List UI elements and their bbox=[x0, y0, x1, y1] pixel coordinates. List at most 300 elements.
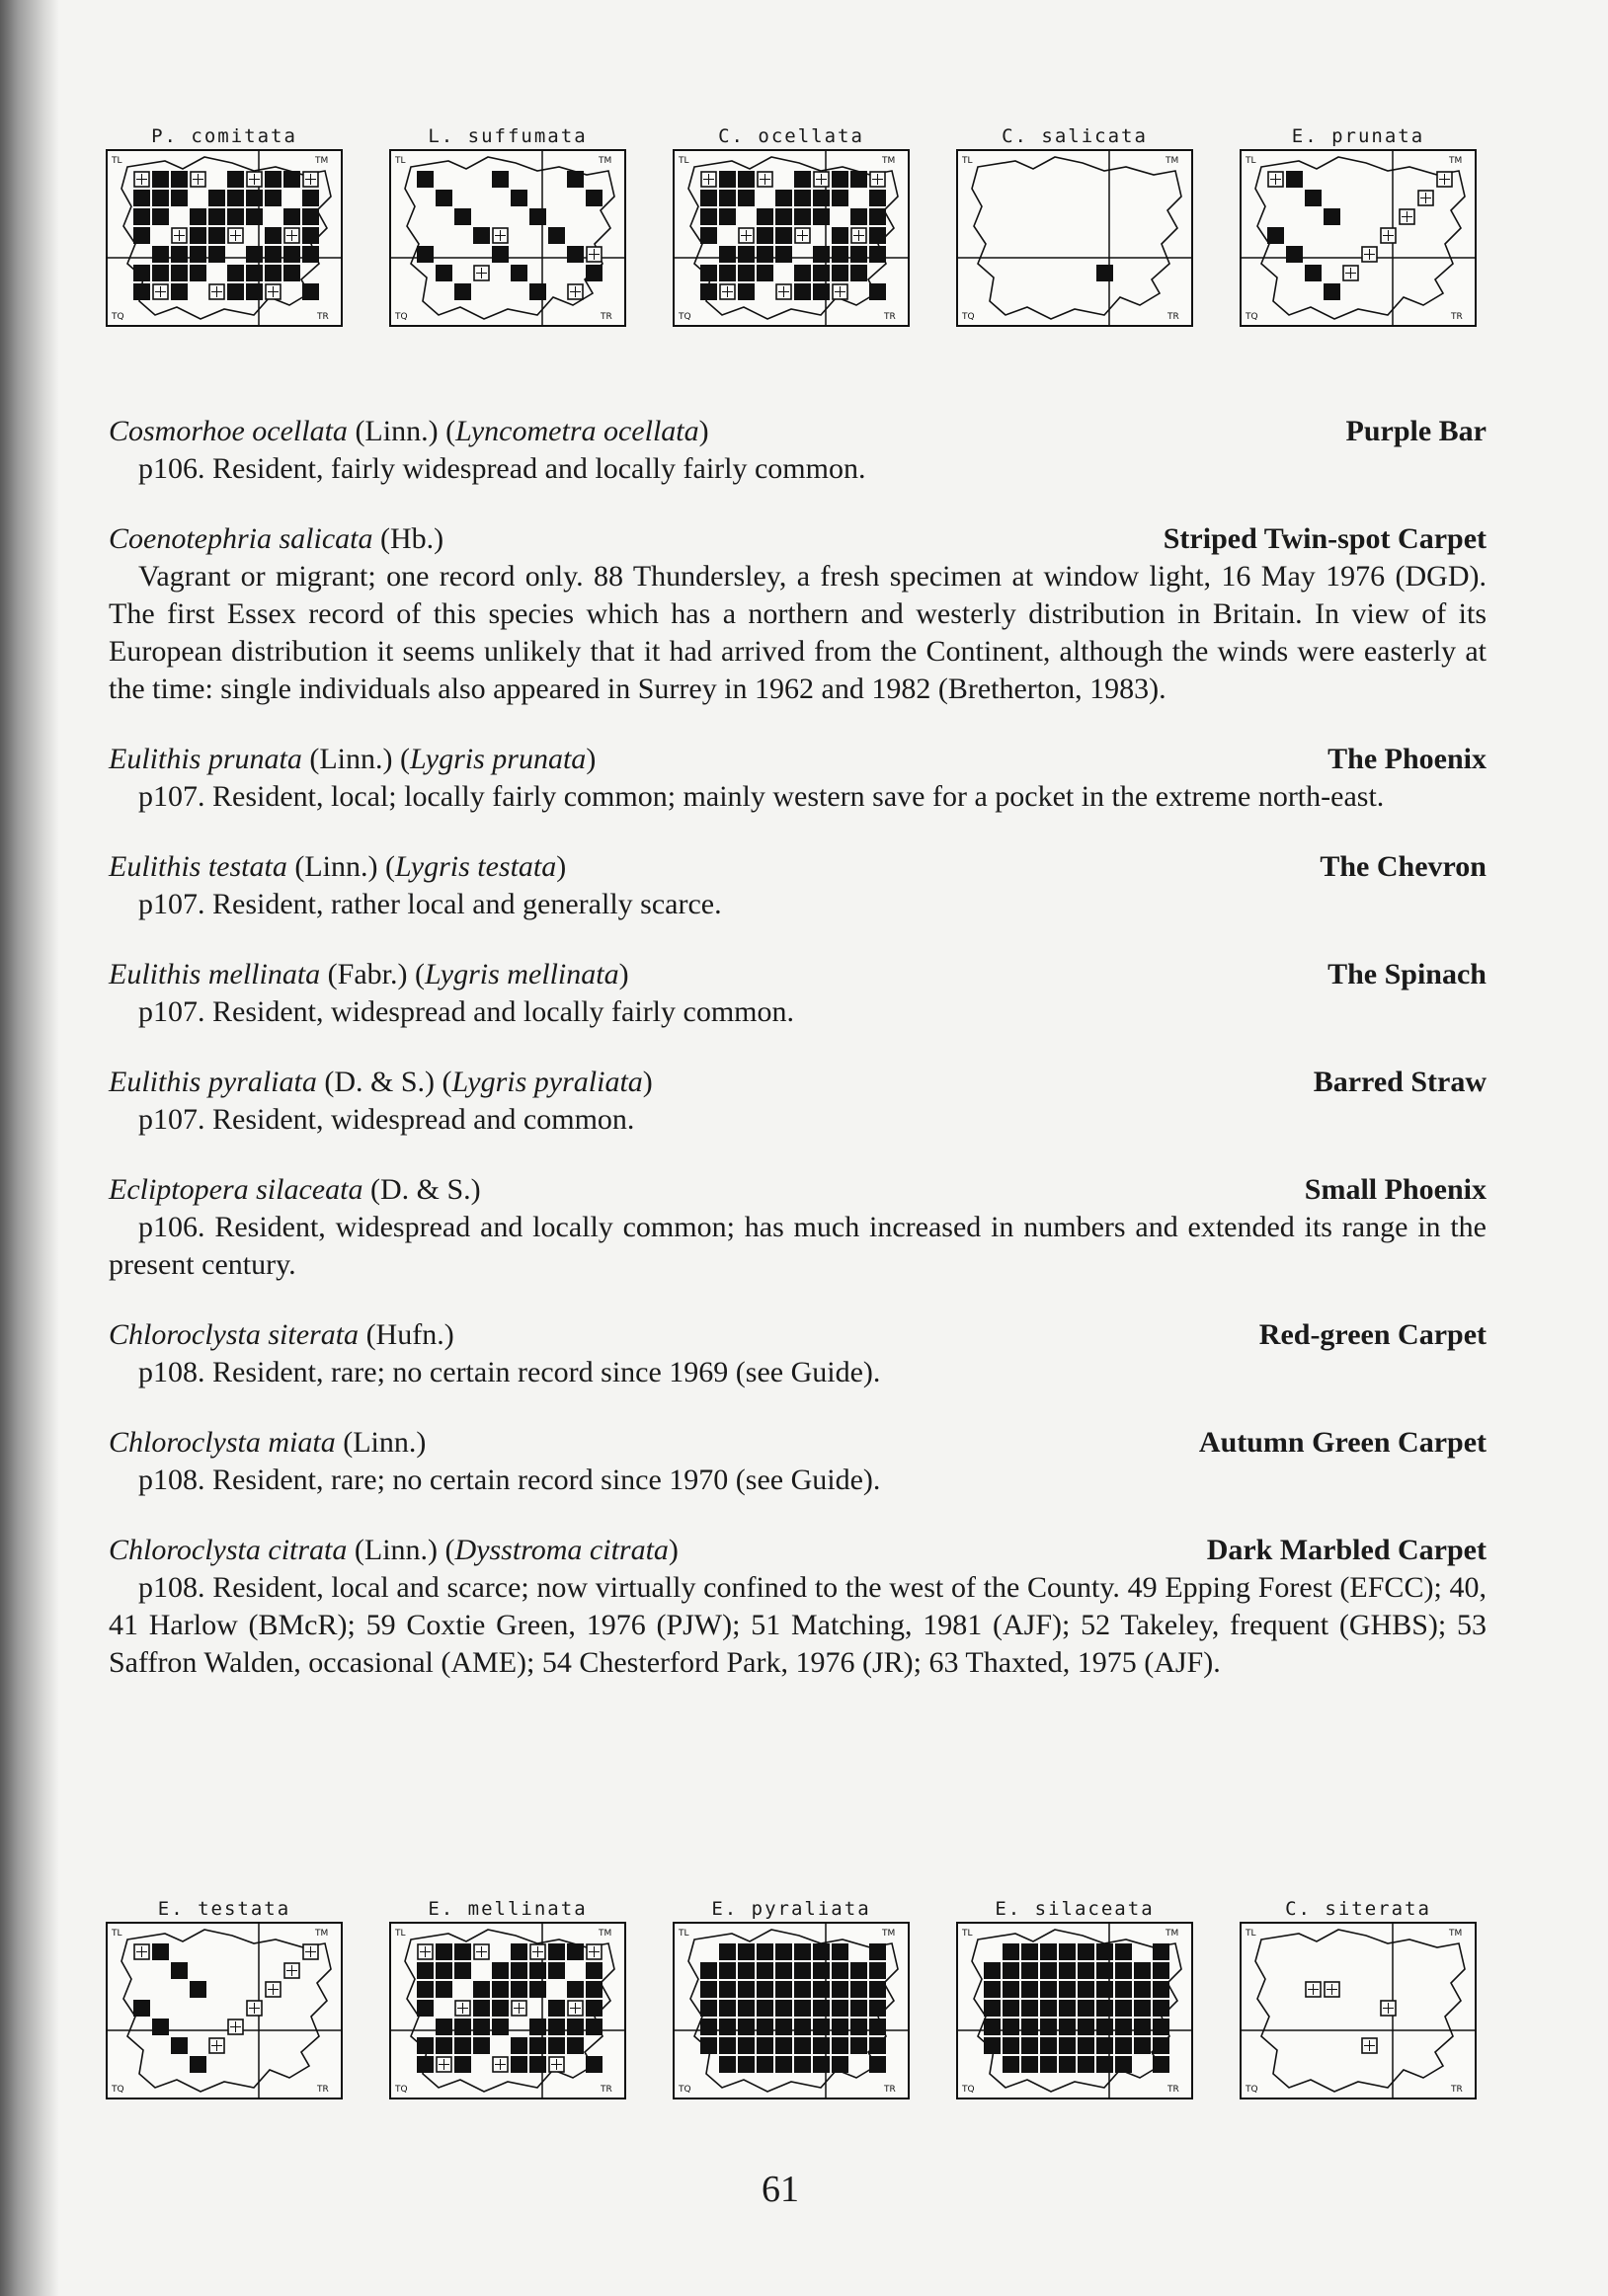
record-square bbox=[302, 190, 319, 206]
record-square bbox=[794, 1962, 811, 1979]
record-square bbox=[265, 190, 281, 206]
record-square bbox=[1003, 2056, 1019, 2073]
map-title: C. salicata bbox=[1002, 125, 1148, 147]
distribution-map bbox=[95, 1896, 354, 2099]
record-square bbox=[171, 171, 188, 188]
essex-map bbox=[106, 1922, 343, 2099]
record-square bbox=[813, 2056, 830, 2073]
record-square bbox=[1096, 2000, 1113, 2017]
essex-map bbox=[956, 149, 1193, 327]
entry-text: p106. Resident, widespread and locally common; has much increased in numbers and extended its range in the present century. bbox=[109, 1211, 1487, 1281]
record-square bbox=[567, 171, 584, 188]
record-square bbox=[492, 2000, 509, 2017]
record-square bbox=[586, 2019, 603, 2035]
record-square bbox=[719, 246, 736, 263]
record-square bbox=[492, 2019, 509, 2035]
record-square bbox=[869, 1981, 886, 1998]
grid-label: TM bbox=[1449, 156, 1463, 166]
record-square bbox=[473, 227, 490, 244]
grid-label: TQ bbox=[395, 312, 408, 322]
record-square bbox=[436, 2037, 452, 2054]
record-square bbox=[436, 1962, 452, 1979]
scientific-name: Cosmorhoe ocellata (Linn.) (Lyncometra ocellata) bbox=[109, 415, 709, 447]
record-square bbox=[757, 2037, 773, 2054]
entry-text: p107. Resident, widespread and locally fairly common. bbox=[138, 995, 794, 1028]
record-square bbox=[775, 2000, 792, 2017]
record-square bbox=[757, 1962, 773, 1979]
record-square bbox=[757, 265, 773, 281]
record-square bbox=[719, 2056, 736, 2073]
record-square bbox=[492, 171, 509, 188]
record-square bbox=[850, 208, 867, 225]
record-square bbox=[700, 2019, 717, 2035]
species-entry bbox=[109, 1064, 1487, 1139]
common-name: Autumn Green Carpet bbox=[1198, 1426, 1487, 1459]
record-square bbox=[1115, 2000, 1132, 2017]
record-square bbox=[190, 227, 206, 244]
scientific-name: Eulithis testata (Linn.) (Lygris testata) bbox=[109, 850, 567, 883]
record-square bbox=[246, 190, 263, 206]
grid-label: TR bbox=[317, 312, 329, 322]
species-entry bbox=[109, 848, 1487, 923]
record-square bbox=[586, 1962, 603, 1979]
common-name: Barred Straw bbox=[1313, 1066, 1487, 1098]
record-square bbox=[586, 190, 603, 206]
record-square bbox=[757, 246, 773, 263]
record-square bbox=[567, 1981, 584, 1998]
record-square bbox=[265, 171, 281, 188]
record-square bbox=[738, 283, 755, 300]
record-square bbox=[1078, 2000, 1094, 2017]
record-square bbox=[190, 208, 206, 225]
grid-label: TM bbox=[599, 156, 612, 166]
record-square bbox=[757, 2056, 773, 2073]
record-square bbox=[1078, 2056, 1094, 2073]
species-entry bbox=[109, 1316, 1487, 1391]
record-square bbox=[1078, 2037, 1094, 2054]
record-square bbox=[869, 2037, 886, 2054]
scientific-name: Chloroclysta siterata (Hufn.) bbox=[109, 1318, 454, 1351]
record-square bbox=[133, 2000, 150, 2017]
record-square bbox=[1096, 1962, 1113, 1979]
record-square bbox=[775, 2037, 792, 2054]
record-square bbox=[869, 2000, 886, 2017]
record-square bbox=[1021, 2056, 1038, 2073]
essex-map bbox=[1240, 149, 1477, 327]
record-square bbox=[813, 2037, 830, 2054]
record-square bbox=[757, 1943, 773, 1960]
record-square bbox=[700, 283, 717, 300]
scientific-name: Eulithis mellinata (Fabr.) (Lygris mellinata) bbox=[109, 958, 629, 990]
record-square bbox=[1115, 2019, 1132, 2035]
record-square bbox=[567, 2019, 584, 2035]
record-square bbox=[850, 265, 867, 281]
record-square bbox=[757, 227, 773, 244]
record-square bbox=[171, 1962, 188, 1979]
record-square bbox=[775, 1981, 792, 1998]
record-square bbox=[492, 1981, 509, 1998]
common-name: Striped Twin-spot Carpet bbox=[1163, 522, 1487, 555]
record-square bbox=[302, 208, 319, 225]
record-square bbox=[1153, 2019, 1169, 2035]
essex-map bbox=[673, 1922, 910, 2099]
record-square bbox=[832, 1981, 848, 1998]
record-square bbox=[511, 1962, 527, 1979]
record-square bbox=[757, 2019, 773, 2035]
record-square bbox=[1003, 1962, 1019, 1979]
species-entry bbox=[109, 956, 1487, 1031]
record-square bbox=[1134, 2000, 1151, 2017]
record-square bbox=[1021, 2019, 1038, 2035]
grid-label: TR bbox=[1451, 2085, 1463, 2095]
record-square bbox=[1078, 1943, 1094, 1960]
record-square bbox=[813, 246, 830, 263]
essex-map bbox=[956, 1922, 1193, 2099]
grid-label: TM bbox=[1449, 1929, 1463, 1939]
common-name: Small Phoenix bbox=[1304, 1173, 1487, 1206]
map-title: C. siterata bbox=[1285, 1898, 1431, 1920]
record-square bbox=[738, 1943, 755, 1960]
record-square bbox=[473, 2037, 490, 2054]
record-square bbox=[1134, 1981, 1151, 1998]
record-square bbox=[1153, 2000, 1169, 2017]
entry-heading bbox=[109, 956, 1487, 993]
record-square bbox=[738, 2000, 755, 2017]
entry-text: p108. Resident, rare; no certain record since 1969 (see Guide). bbox=[138, 1356, 881, 1388]
grid-label: TR bbox=[317, 2085, 329, 2095]
record-square bbox=[850, 1981, 867, 1998]
entry-heading bbox=[109, 520, 1487, 558]
species-entry bbox=[109, 1532, 1487, 1682]
bottom-distribution-maps bbox=[95, 1896, 1487, 2099]
record-square bbox=[719, 171, 736, 188]
record-square bbox=[794, 283, 811, 300]
record-square bbox=[794, 208, 811, 225]
record-square bbox=[719, 1962, 736, 1979]
map-title: P. comitata bbox=[151, 125, 297, 147]
record-square bbox=[813, 1981, 830, 1998]
record-square bbox=[832, 2000, 848, 2017]
record-square bbox=[511, 2037, 527, 2054]
record-square bbox=[775, 2056, 792, 2073]
record-square bbox=[1115, 1943, 1132, 1960]
page-edge-shadow bbox=[0, 0, 59, 2296]
common-name: Dark Marbled Carpet bbox=[1206, 1534, 1487, 1566]
grid-label: TR bbox=[601, 2085, 612, 2095]
record-square bbox=[283, 265, 300, 281]
grid-label: TL bbox=[1246, 156, 1256, 166]
record-square bbox=[719, 265, 736, 281]
record-square bbox=[586, 2000, 603, 2017]
record-square bbox=[133, 190, 150, 206]
record-square bbox=[813, 208, 830, 225]
grid-label: TL bbox=[395, 1929, 406, 1939]
grid-label: TL bbox=[962, 156, 973, 166]
record-square bbox=[757, 1981, 773, 1998]
record-square bbox=[869, 227, 886, 244]
map-title: E. pyraliata bbox=[711, 1898, 871, 1920]
record-square bbox=[1096, 2019, 1113, 2035]
record-square bbox=[1003, 1943, 1019, 1960]
record-square bbox=[1040, 2000, 1057, 2017]
record-square bbox=[152, 190, 169, 206]
grid-label: TL bbox=[112, 156, 122, 166]
record-square bbox=[283, 208, 300, 225]
record-square bbox=[832, 190, 848, 206]
entry-text: p108. Resident, local and scarce; now virtually confined to the west of the County. 49 Epping Forest (EFCC); 40, 41 Harlow (BMcR); 59 Coxtie Green, 1976 (PJW); 51 Matching, 1981 (AJF); 52 Takeley, frequent (GHBS); 53 Saffron Walden, occasional (AME); 54 Chesterford Park, 1976 (JR); 63 Thaxted, 1975 (AJF). bbox=[109, 1571, 1487, 1679]
record-square bbox=[417, 1981, 434, 1998]
record-square bbox=[794, 1981, 811, 1998]
common-name: The Spinach bbox=[1327, 958, 1487, 990]
record-square bbox=[190, 2056, 206, 2073]
record-square bbox=[738, 1962, 755, 1979]
record-square bbox=[1021, 1981, 1038, 1998]
record-square bbox=[511, 190, 527, 206]
entry-text: p107. Resident, widespread and common. bbox=[138, 1103, 635, 1136]
record-square bbox=[548, 2037, 565, 2054]
record-square bbox=[850, 246, 867, 263]
record-square bbox=[548, 1962, 565, 1979]
record-square bbox=[265, 246, 281, 263]
grid-label: TR bbox=[884, 2085, 896, 2095]
record-square bbox=[1134, 2019, 1151, 2035]
record-square bbox=[133, 265, 150, 281]
record-square bbox=[529, 2056, 546, 2073]
record-square bbox=[436, 265, 452, 281]
grid-label: TR bbox=[884, 312, 896, 322]
top-distribution-maps bbox=[95, 123, 1487, 327]
record-square bbox=[302, 246, 319, 263]
species-entry bbox=[109, 1424, 1487, 1499]
record-square bbox=[190, 246, 206, 263]
grid-label: TL bbox=[679, 1929, 689, 1939]
record-square bbox=[473, 2019, 490, 2035]
record-square bbox=[190, 1981, 206, 1998]
record-square bbox=[152, 265, 169, 281]
grid-label: TL bbox=[962, 1929, 973, 1939]
record-square bbox=[529, 208, 546, 225]
record-square bbox=[227, 171, 244, 188]
record-square bbox=[700, 265, 717, 281]
record-square bbox=[246, 208, 263, 225]
record-square bbox=[813, 1943, 830, 1960]
record-square bbox=[700, 2000, 717, 2017]
record-square bbox=[719, 208, 736, 225]
map-title: C. ocellata bbox=[718, 125, 864, 147]
record-square bbox=[700, 2037, 717, 2054]
record-square bbox=[417, 2000, 434, 2017]
record-square bbox=[246, 246, 263, 263]
record-square bbox=[1003, 1981, 1019, 1998]
record-square bbox=[832, 1943, 848, 1960]
record-square bbox=[1059, 2056, 1076, 2073]
record-square bbox=[813, 283, 830, 300]
record-square bbox=[1115, 1962, 1132, 1979]
record-square bbox=[719, 2019, 736, 2035]
record-square bbox=[152, 246, 169, 263]
species-entry bbox=[109, 520, 1487, 708]
record-square bbox=[548, 227, 565, 244]
scientific-name: Coenotephria salicata (Hb.) bbox=[109, 522, 444, 555]
record-square bbox=[757, 2000, 773, 2017]
record-square bbox=[869, 2056, 886, 2073]
record-square bbox=[738, 265, 755, 281]
record-square bbox=[1040, 2037, 1057, 2054]
record-square bbox=[454, 2037, 471, 2054]
record-square bbox=[738, 190, 755, 206]
record-square bbox=[869, 1962, 886, 1979]
record-square bbox=[813, 190, 830, 206]
grid-label: TQ bbox=[395, 2085, 408, 2095]
record-square bbox=[700, 190, 717, 206]
grid-label: TQ bbox=[962, 312, 975, 322]
record-square bbox=[454, 1943, 471, 1960]
record-square bbox=[1021, 2037, 1038, 2054]
grid-label: TQ bbox=[679, 2085, 691, 2095]
record-square bbox=[1059, 2000, 1076, 2017]
record-square bbox=[302, 227, 319, 244]
record-square bbox=[152, 208, 169, 225]
grid-label: TL bbox=[112, 1929, 122, 1939]
record-square bbox=[1096, 265, 1113, 281]
record-square bbox=[171, 246, 188, 263]
record-square bbox=[227, 208, 244, 225]
record-square bbox=[1286, 171, 1303, 188]
record-square bbox=[436, 1981, 452, 1998]
record-square bbox=[775, 2019, 792, 2035]
record-square bbox=[454, 283, 471, 300]
record-square bbox=[1021, 1943, 1038, 1960]
grid-label: TR bbox=[601, 312, 612, 322]
entry-text: p107. Resident, local; locally fairly common; mainly western save for a pocket in the extreme north-east. bbox=[138, 780, 1385, 813]
record-square bbox=[1003, 2037, 1019, 2054]
record-square bbox=[1115, 2037, 1132, 2054]
record-square bbox=[1286, 246, 1303, 263]
record-square bbox=[794, 1943, 811, 1960]
record-square bbox=[1305, 265, 1322, 281]
map-title: E. testata bbox=[157, 1898, 291, 1920]
record-square bbox=[1153, 1981, 1169, 1998]
grid-label: TM bbox=[882, 1929, 896, 1939]
record-square bbox=[850, 171, 867, 188]
record-square bbox=[436, 1943, 452, 1960]
grid-label: TM bbox=[1166, 156, 1179, 166]
record-square bbox=[436, 190, 452, 206]
record-square bbox=[208, 246, 225, 263]
record-square bbox=[586, 265, 603, 281]
record-square bbox=[984, 2037, 1001, 2054]
record-square bbox=[511, 1943, 527, 1960]
distribution-map bbox=[378, 1896, 637, 2099]
grid-label: TM bbox=[1166, 1929, 1179, 1939]
record-square bbox=[719, 1981, 736, 1998]
record-square bbox=[813, 2000, 830, 2017]
record-square bbox=[1040, 1943, 1057, 1960]
record-square bbox=[1096, 1943, 1113, 1960]
grid-label: TQ bbox=[962, 2085, 975, 2095]
record-square bbox=[1040, 1962, 1057, 1979]
record-square bbox=[813, 265, 830, 281]
common-name: Purple Bar bbox=[1345, 415, 1487, 447]
record-square bbox=[417, 1962, 434, 1979]
distribution-map bbox=[945, 1896, 1204, 2099]
common-name: The Chevron bbox=[1320, 850, 1487, 883]
record-square bbox=[775, 227, 792, 244]
entry-heading bbox=[109, 1316, 1487, 1354]
distribution-map bbox=[945, 123, 1204, 327]
scientific-name: Chloroclysta miata (Linn.) bbox=[109, 1426, 427, 1459]
map-title: E. mellinata bbox=[428, 1898, 588, 1920]
record-square bbox=[436, 2019, 452, 2035]
record-square bbox=[1078, 1981, 1094, 1998]
record-square bbox=[567, 246, 584, 263]
record-square bbox=[1003, 2000, 1019, 2017]
record-square bbox=[171, 283, 188, 300]
record-square bbox=[473, 1981, 490, 1998]
record-square bbox=[1153, 2056, 1169, 2073]
record-square bbox=[152, 2019, 169, 2035]
record-square bbox=[775, 1962, 792, 1979]
record-square bbox=[511, 2056, 527, 2073]
record-square bbox=[171, 190, 188, 206]
record-square bbox=[492, 246, 509, 263]
record-square bbox=[265, 265, 281, 281]
distribution-map bbox=[378, 123, 637, 327]
distribution-map bbox=[662, 123, 921, 327]
record-square bbox=[700, 1981, 717, 1998]
record-square bbox=[832, 171, 848, 188]
entry-text: Vagrant or migrant; one record only. 88 Thundersley, a fresh specimen at window light, 16 May 1976 (DGD). The first Essex record of this species which has a northern and westerly distribution in Britain. In view of its European distribution it seems unlikely that it had arrived from the Continent, although the winds were easterly at the time: single individuals also appeared in Surrey in 1962 and 1982 (Bretherton, 1983). bbox=[109, 560, 1487, 705]
record-square bbox=[283, 246, 300, 263]
record-square bbox=[1115, 1981, 1132, 1998]
record-square bbox=[869, 1943, 886, 1960]
record-square bbox=[719, 190, 736, 206]
record-square bbox=[832, 2019, 848, 2035]
record-square bbox=[738, 2037, 755, 2054]
entry-heading bbox=[109, 1532, 1487, 1569]
record-square bbox=[1134, 1962, 1151, 1979]
record-square bbox=[171, 265, 188, 281]
record-square bbox=[794, 2056, 811, 2073]
distribution-map bbox=[95, 123, 354, 327]
record-square bbox=[1040, 2056, 1057, 2073]
record-square bbox=[171, 2037, 188, 2054]
record-square bbox=[700, 1962, 717, 1979]
record-square bbox=[529, 1981, 546, 1998]
entry-heading bbox=[109, 413, 1487, 450]
record-square bbox=[1153, 2037, 1169, 2054]
species-entry bbox=[109, 413, 1487, 488]
record-square bbox=[832, 227, 848, 244]
grid-label: TM bbox=[315, 156, 329, 166]
record-square bbox=[529, 283, 546, 300]
essex-map bbox=[389, 1922, 626, 2099]
grid-label: TR bbox=[1167, 312, 1179, 322]
record-square bbox=[511, 1981, 527, 1998]
grid-label: TR bbox=[1451, 312, 1463, 322]
record-square bbox=[757, 208, 773, 225]
record-square bbox=[208, 227, 225, 244]
grid-label: TR bbox=[1167, 2085, 1179, 2095]
record-square bbox=[454, 1962, 471, 1979]
record-square bbox=[1059, 1962, 1076, 1979]
record-square bbox=[869, 190, 886, 206]
record-square bbox=[794, 265, 811, 281]
entry-text: p107. Resident, rather local and generally scarce. bbox=[138, 888, 722, 920]
record-square bbox=[417, 2037, 434, 2054]
species-entry bbox=[109, 741, 1487, 816]
record-square bbox=[984, 1981, 1001, 1998]
